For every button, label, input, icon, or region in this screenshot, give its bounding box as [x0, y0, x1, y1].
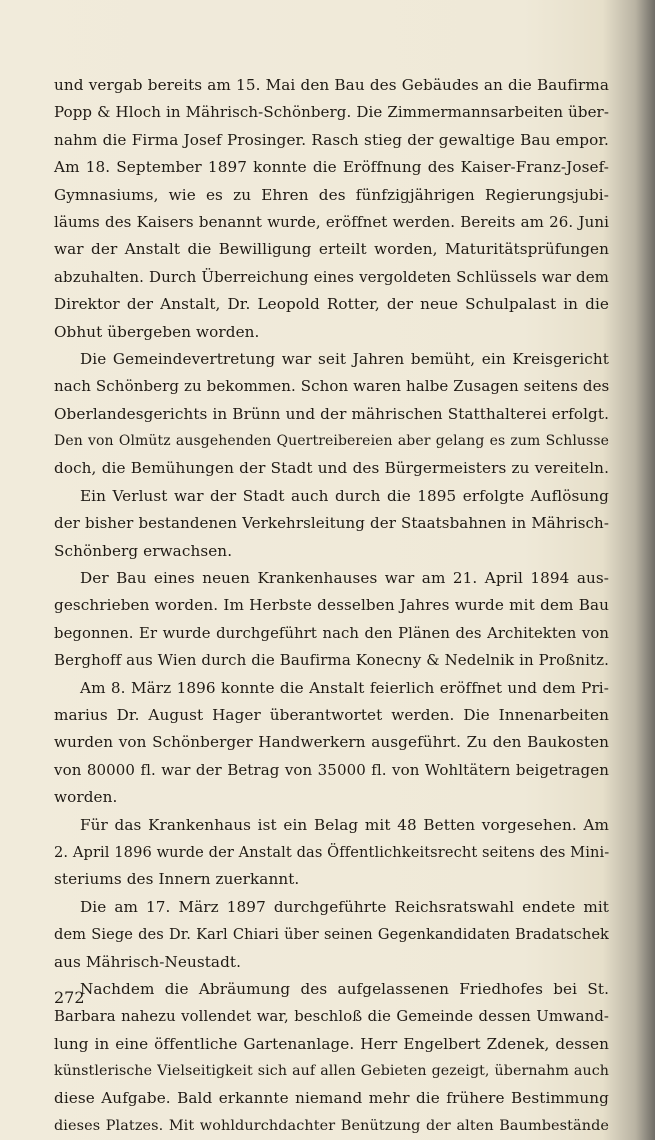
text-line: Am 8. März 1896 konnte die Anstalt feierlich eröffnet und dem Pri-	[80, 678, 609, 697]
text-line: steriums des Innern zuerkannt.	[54, 870, 300, 889]
body-text	[54, 72, 609, 1140]
text-line: Schönberg erwachsen.	[54, 541, 233, 560]
text-line: Popp & Hloch in Mährisch-Schönberg. Die Zimmermannsarbeiten über-	[54, 103, 609, 122]
text-line: Berghoff aus Wien durch die Baufirma Konecny & Nedelnik in Proßnitz.	[54, 651, 609, 670]
text-line: künstlerische Vielseitigkeit sich auf allen Gebieten gezeigt, übernahm auch	[54, 1063, 609, 1080]
text-line: nach Schönberg zu bekommen. Schon waren halbe Zusagen seitens des	[54, 377, 610, 396]
text-line: Für das Krankenhaus ist ein Belag mit 48 Betten vorgesehen. Am	[80, 815, 609, 834]
text-line: von 80000 fl. war der Betrag von 35000 fl. von Wohltätern beigetragen	[54, 760, 609, 779]
text-line: läums des Kaisers benannt wurde, eröffnet werden. Bereits am 26. Juni	[54, 212, 609, 231]
text-line: Den von Olmütz ausgehenden Quertreibereien aber gelang es zum Schlusse	[54, 433, 609, 450]
text-line: Barbara nahezu vollendet war, beschloß die Gemeinde dessen Umwand-	[54, 1008, 609, 1026]
text-line: Obhut übergeben worden.	[54, 322, 260, 341]
text-line: aus Mährisch-Neustadt.	[54, 952, 242, 971]
text-line: Nachdem die Abräumung des aufgelassenen Friedhofes bei St.	[80, 979, 609, 998]
text-line: geschrieben worden. Im Herbste desselben Jahres wurde mit dem Bau	[54, 596, 609, 615]
text-line: und vergab bereits am 15. Mai den Bau des Gebäudes an die Baufirma	[54, 76, 609, 94]
text-line: der bisher bestandenen Verkehrsleitung der Staatsbahnen in Mährisch-	[54, 514, 609, 533]
text-line: Am 18. September 1897 konnte die Eröffnung des Kaiser-Franz-Josef-	[54, 158, 609, 177]
text-line: begonnen. Er wurde durchgeführt nach den Plänen des Architekten von	[54, 624, 609, 642]
text-line: 2. April 1896 wurde der Anstalt das Öffentlichkeitsrecht seitens des Mini-	[54, 843, 610, 861]
text-line: Direktor der Anstalt, Dr. Leopold Rotter, der neue Schulpalast in die	[54, 295, 609, 314]
text-line: lung in eine öffentliche Gartenanlage. Herr Engelbert Zdenek, dessen	[54, 1034, 609, 1053]
text-line: dem Siege des Dr. Karl Chiari über seinen Gegenkandidaten Bradatschek	[54, 926, 609, 944]
text-line: diese Aufgabe. Bald erkannte niemand mehr die frühere Bestimmung	[54, 1089, 609, 1108]
text-line: marius Dr. August Hager überantwortet werden. Die Innenarbeiten	[54, 705, 609, 724]
text-line: worden.	[54, 788, 118, 807]
text-line: dieses Platzes. Mit wohldurchdachter Benützung der alten Baumbestände	[54, 1117, 609, 1134]
page-number: 272	[54, 988, 85, 1007]
text-line: doch, die Bemühungen der Stadt und des Bürgermeisters zu vereiteln.	[54, 459, 609, 478]
text-line: nahm die Firma Josef Prosinger. Rasch stieg der gewaltige Bau empor.	[54, 130, 609, 149]
text-line: Die Gemeindevertretung war seit Jahren bemüht, ein Kreisgericht	[80, 349, 609, 368]
text-line: abzuhalten. Durch Überreichung eines vergoldeten Schlüssels war dem	[54, 267, 609, 286]
text-line: Die am 17. März 1897 durchgeführte Reichsratswahl endete mit	[80, 897, 609, 916]
text-line: Der Bau eines neuen Krankenhauses war am 21. April 1894 aus-	[80, 569, 609, 588]
text-line: war der Anstalt die Bewilligung erteilt worden, Maturitätsprüfungen	[54, 240, 609, 259]
text-line: wurden von Schönberger Handwerkern ausgeführt. Zu den Baukosten	[54, 733, 609, 752]
text-line: Ein Verlust war der Stadt auch durch die 1895 erfolgte Auflösung	[80, 486, 609, 505]
text-line: Gymnasiums, wie es zu Ehren des fünfzigjährigen Regierungsjubi-	[54, 185, 609, 204]
text-line: Oberlandesgerichts in Brünn und der mährischen Statthalterei erfolgt.	[54, 404, 609, 423]
